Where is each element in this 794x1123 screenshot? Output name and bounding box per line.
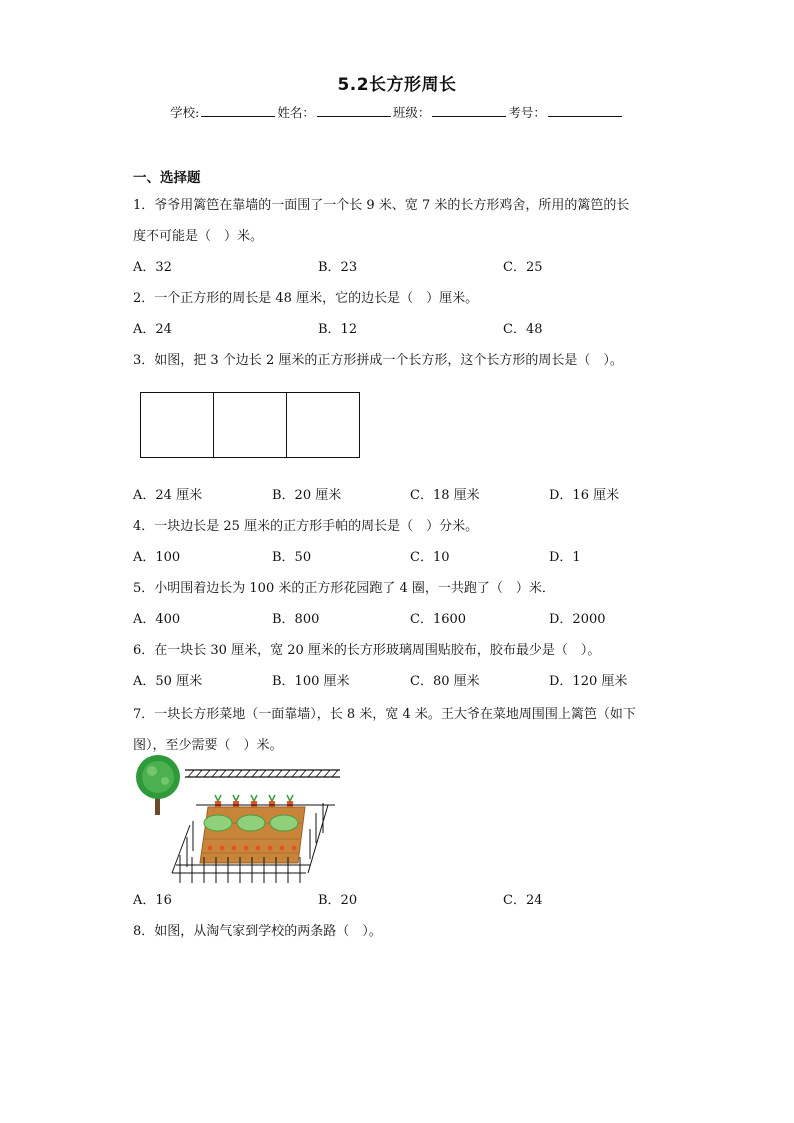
student-info-line bbox=[0, 103, 794, 121]
square-divider-1 bbox=[213, 393, 214, 457]
q4-option-d[interactable]: D．1 bbox=[549, 550, 581, 565]
school-blank[interactable] bbox=[201, 104, 275, 117]
q3-option-d[interactable]: D．16 厘米 bbox=[549, 488, 620, 503]
q3-option-a[interactable]: A．24 厘米 bbox=[133, 488, 203, 503]
question-5-line-1: 5．小明围着边长为 100 米的正方形花园跑了 4 圈，一共跑了（ ）米． bbox=[133, 581, 555, 596]
q2-option-a[interactable]: A．24 bbox=[133, 322, 172, 337]
section-heading: 一、选择题 bbox=[133, 170, 201, 186]
q1-option-c[interactable]: C．25 bbox=[503, 260, 543, 275]
question-7-line-2: 图），至少需要（ ）米。 bbox=[133, 738, 283, 753]
q7-option-a[interactable]: A．16 bbox=[133, 893, 172, 908]
q6-option-c[interactable]: C．80 厘米 bbox=[410, 674, 480, 689]
exam-no-label: 考号： bbox=[508, 105, 546, 120]
q1-option-b[interactable]: B．23 bbox=[318, 260, 358, 275]
q2-option-b[interactable]: B．12 bbox=[318, 322, 358, 337]
q5-option-a[interactable]: A．400 bbox=[133, 612, 181, 627]
exam-no-blank[interactable] bbox=[548, 104, 622, 117]
question-4-line-1: 4．一块边长是 25 厘米的正方形手帕的周长是（ ）分米。 bbox=[133, 519, 479, 534]
wall-icon bbox=[185, 770, 340, 777]
question-3-line-1: 3．如图，把 3 个边长 2 厘米的正方形拼成一个长方形，这个长方形的周长是（ ）。 bbox=[133, 353, 623, 368]
q7-option-b[interactable]: B．20 bbox=[318, 893, 358, 908]
name-label: 姓名： bbox=[277, 105, 315, 120]
vegetable-garden-figure bbox=[130, 755, 345, 883]
q3-option-c[interactable]: C．18 厘米 bbox=[410, 488, 480, 503]
q7-option-c[interactable]: C．24 bbox=[503, 893, 543, 908]
three-squares-figure bbox=[140, 392, 360, 458]
class-label: 班级： bbox=[392, 105, 431, 120]
q4-option-c[interactable]: C．10 bbox=[410, 550, 450, 565]
page-title: 5.2长方形周长 bbox=[337, 75, 457, 95]
name-blank[interactable] bbox=[317, 104, 391, 117]
q6-option-a[interactable]: A．50 厘米 bbox=[133, 674, 203, 689]
q5-option-d[interactable]: D．2000 bbox=[549, 612, 606, 627]
q1-option-a[interactable]: A．32 bbox=[133, 260, 172, 275]
class-blank[interactable] bbox=[432, 104, 506, 117]
square-divider-2 bbox=[286, 393, 287, 457]
tree-icon bbox=[136, 755, 180, 815]
q5-option-c[interactable]: C．1600 bbox=[410, 612, 467, 627]
q2-option-c[interactable]: C．48 bbox=[503, 322, 543, 337]
q5-option-b[interactable]: B．800 bbox=[272, 612, 320, 627]
q6-option-d[interactable]: D．120 厘米 bbox=[549, 674, 628, 689]
q6-option-b[interactable]: B．100 厘米 bbox=[272, 674, 350, 689]
question-7-line-1: 7．一块长方形菜地（一面靠墙），长 8 米，宽 4 米。王大爷在菜地周围围上篱笆（如下 bbox=[133, 707, 636, 722]
question-2-line-1: 2．一个正方形的周长是 48 厘米，它的边长是（ ）厘米。 bbox=[133, 291, 479, 306]
question-8-line-1: 8．如图，从淘气家到学校的两条路（ ）。 bbox=[133, 924, 382, 939]
question-6-line-1: 6．在一块长 30 厘米，宽 20 厘米的长方形玻璃周围贴胶布，胶布最少是（ ）。 bbox=[133, 643, 601, 658]
question-1-line-2: 度不可能是（ ）米。 bbox=[133, 229, 264, 244]
school-label: 学校: bbox=[170, 105, 200, 120]
question-1-line-1: 1．爷爷用篱笆在靠墙的一面围了一个长 9 米、宽 7 米的长方形鸡舍，所用的篱笆的长 bbox=[133, 198, 630, 213]
q3-option-b[interactable]: B．20 厘米 bbox=[272, 488, 342, 503]
q4-option-b[interactable]: B．50 bbox=[272, 550, 312, 565]
q4-option-a[interactable]: A．100 bbox=[133, 550, 181, 565]
